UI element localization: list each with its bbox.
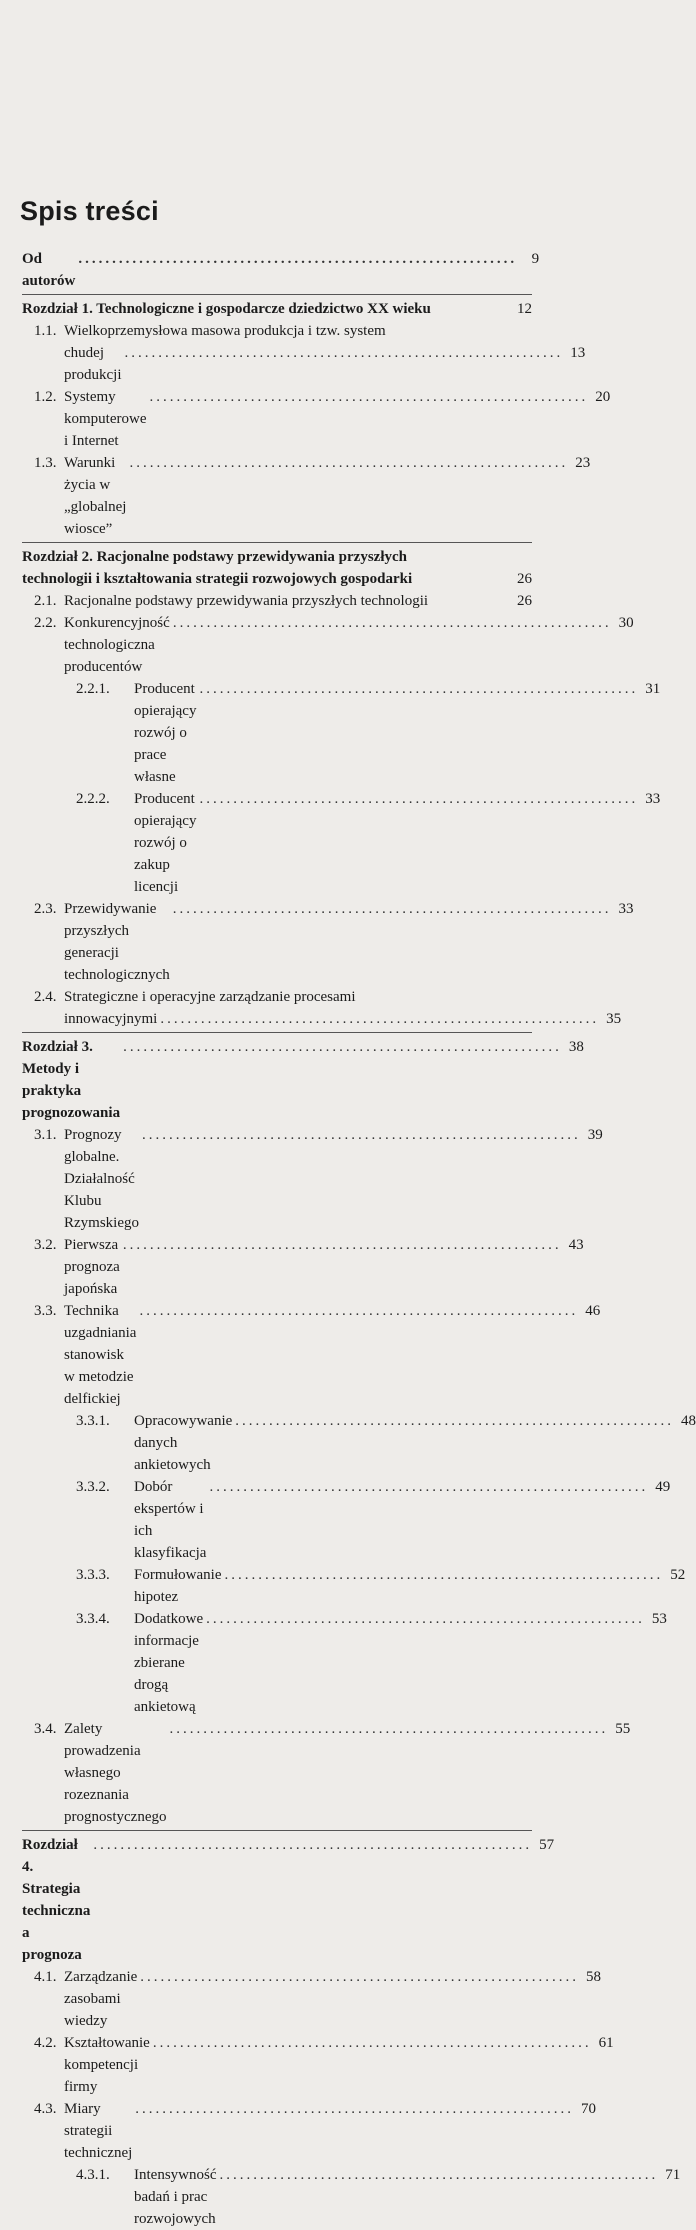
toc-title: Konkurencyjność technologiczna producentów <box>64 615 170 675</box>
leader-dots: ................................................................. <box>206 1611 645 1627</box>
toc-number: 3.1. <box>34 1127 57 1143</box>
toc-page-number: 33 <box>645 791 661 807</box>
toc-title: Pierwsza prognoza japońska <box>64 1237 120 1297</box>
leader-dots: ................................................................. <box>224 1567 664 1583</box>
toc-entry-1-3 <box>22 452 591 540</box>
toc-number: 3.3.1. <box>76 1413 110 1429</box>
toc-page-number: 61 <box>598 2035 614 2051</box>
leader-dots: ................................................................. <box>140 1969 580 1985</box>
toc-title-continued: technologii i kształtowania strategii rozwojowych gospodarki <box>22 571 413 587</box>
toc-title: Technika uzgadniania stanowisk w metodzie delfickiej <box>64 1303 137 1407</box>
leader-dots: ................................................................. <box>199 681 639 697</box>
leader-dots: ................................................................. <box>172 615 612 631</box>
toc-number: 4.2. <box>34 2035 57 2051</box>
toc-number: 3.3. <box>34 1303 57 1319</box>
toc-page-number: 39 <box>587 1127 603 1143</box>
toc-page-number: 26 <box>517 593 532 609</box>
toc-entry-chapter-4 <box>22 1834 555 1966</box>
toc-page-number: 58 <box>586 1969 602 1985</box>
toc-number: 2.2.1. <box>76 681 110 697</box>
toc-title: Rozdział 4. Strategia techniczna a prognoza <box>22 1837 91 1963</box>
toc-title: Od autorów <box>22 251 76 289</box>
leader-dots: ................................................................. <box>129 455 569 471</box>
toc-entry-4-1 <box>22 1966 602 2032</box>
leader-dots: ................................................................. <box>209 1479 649 1495</box>
toc-number: 2.2.2. <box>76 791 110 807</box>
toc-page-number: 71 <box>665 2167 681 2183</box>
toc-entry-3-3-4 <box>22 1608 667 1718</box>
leader-dots: ................................................................. <box>124 345 564 361</box>
toc-number: 4.1. <box>34 1969 57 1985</box>
table-of-contents <box>22 248 696 2230</box>
divider <box>22 294 532 295</box>
toc-entry-3-4 <box>22 1718 631 1828</box>
toc-page-number: 55 <box>615 1721 631 1737</box>
toc-entry-2-1 <box>22 590 532 612</box>
toc-title: Systemy komputerowe i Internet <box>64 389 147 449</box>
toc-page-number: 35 <box>606 1011 622 1027</box>
toc-title: Prognozy globalne. Działalność Klubu Rzymskiego <box>64 1127 139 1231</box>
toc-entry-3-3 <box>22 1300 601 1410</box>
toc-title: Opracowywanie danych ankietowych <box>134 1413 233 1473</box>
leader-dots: ................................................................. <box>123 1039 562 1055</box>
toc-number: 1.3. <box>34 455 57 471</box>
leader-dots: ................................................................. <box>169 1721 609 1737</box>
toc-number: 2.2. <box>34 615 57 631</box>
toc-title: Warunki życia w „globalnej wiosce” <box>64 455 127 537</box>
toc-title: Kształtowanie kompetencji firmy <box>64 2035 150 2095</box>
toc-number: 3.2. <box>34 1237 57 1253</box>
toc-entry-2-3 <box>22 898 634 986</box>
toc-number: 3.4. <box>34 1721 57 1737</box>
toc-entry-chapter-3 <box>22 1036 584 1124</box>
leader-dots: ................................................................. <box>219 2167 659 2183</box>
leader-dots: ................................................................. <box>78 251 518 267</box>
toc-page-number: 12 <box>517 301 532 317</box>
divider <box>22 1830 532 1831</box>
toc-page-number: 9 <box>531 251 540 267</box>
toc-page-number: 43 <box>568 1237 584 1253</box>
toc-title: Racjonalne podstawy przewidywania przyszłych technologii <box>64 593 429 609</box>
toc-title: Formułowanie hipotez <box>134 1567 222 1605</box>
toc-entry-3-1 <box>22 1124 603 1234</box>
toc-entry-3-3-1 <box>22 1410 696 1476</box>
leader-dots: ................................................................. <box>235 1413 675 1429</box>
toc-title-continued: innowacyjnymi <box>64 1011 158 1027</box>
toc-entry-2-2 <box>22 612 634 678</box>
toc-title: Przewidywanie przyszłych generacji technologicznych <box>64 901 170 983</box>
leader-dots: ................................................................. <box>139 1303 579 1319</box>
leader-dots: ................................................................. <box>152 2035 592 2051</box>
leader-dots: ................................................................. <box>122 1237 562 1253</box>
toc-page-number: 38 <box>568 1039 584 1055</box>
toc-entry-4-3-1 <box>22 2164 681 2230</box>
toc-entry-2-4 <box>22 986 622 1030</box>
toc-entry-chapter-1 <box>22 298 532 320</box>
divider <box>22 1032 532 1033</box>
toc-number: 3.3.3. <box>76 1567 110 1583</box>
leader-dots: ................................................................. <box>149 389 589 405</box>
toc-number: 3.3.4. <box>76 1611 110 1627</box>
toc-page-number: 31 <box>645 681 661 697</box>
toc-page-number: 13 <box>570 345 586 361</box>
leader-dots: ................................................................. <box>199 791 639 807</box>
toc-page-number: 46 <box>585 1303 601 1319</box>
toc-entry-3-2 <box>22 1234 584 1300</box>
toc-entry-3-3-3 <box>22 1564 686 1608</box>
toc-title: Intensywność badań i prac rozwojowych <box>134 2167 217 2227</box>
toc-page-number: 23 <box>575 455 591 471</box>
toc-title: Rozdział 2. Racjonalne podstawy przewidywania przyszłych <box>22 549 407 565</box>
toc-title: Rozdział 1. Technologiczne i gospodarcze dziedzictwo XX wieku <box>22 301 431 317</box>
toc-title-continued: chudej produkcji <box>64 345 122 383</box>
toc-title: Miary strategii technicznej <box>64 2101 133 2161</box>
toc-page-number: 33 <box>618 901 634 917</box>
toc-entry-preface <box>22 248 540 292</box>
toc-entry-chapter-2 <box>22 546 532 590</box>
leader-dots: ................................................................. <box>135 2101 575 2117</box>
toc-page-number: 20 <box>595 389 611 405</box>
toc-number: 2.4. <box>34 989 57 1005</box>
leader-dots: ................................................................. <box>172 901 612 917</box>
toc-page-number: 26 <box>517 571 532 587</box>
toc-title: Rozdział 3. Metody i praktyka prognozowania <box>22 1039 121 1121</box>
toc-entry-2-2-1 <box>22 678 661 788</box>
toc-number: 1.2. <box>34 389 57 405</box>
toc-page-number: 53 <box>651 1611 667 1627</box>
toc-title: Strategiczne i operacyjne zarządzanie procesami <box>64 989 356 1005</box>
toc-number: 4.3. <box>34 2101 57 2117</box>
toc-page-number: 49 <box>655 1479 671 1495</box>
divider <box>22 542 532 543</box>
toc-page-number: 70 <box>581 2101 597 2117</box>
toc-title: Dobór ekspertów i ich klasyfikacja <box>134 1479 207 1561</box>
page-title: Spis treści <box>20 196 159 226</box>
toc-entry-4-3 <box>22 2098 597 2164</box>
toc-number: 2.3. <box>34 901 57 917</box>
toc-title: Zarządzanie zasobami wiedzy <box>64 1969 138 2029</box>
leader-dots: ................................................................. <box>93 1837 533 1853</box>
toc-entry-1-2 <box>22 386 611 452</box>
toc-title: Producent opierający rozwój o zakup licencji <box>134 791 197 895</box>
toc-number: 2.1. <box>34 593 57 609</box>
toc-page-number: 52 <box>670 1567 686 1583</box>
toc-entry-1-1 <box>22 320 586 386</box>
toc-title: Zalety prowadzenia własnego rozeznania prognostycznego <box>64 1721 167 1825</box>
leader-dots: ................................................................. <box>160 1011 600 1027</box>
toc-title: Producent opierający rozwój o prace własne <box>134 681 197 785</box>
toc-entry-4-2 <box>22 2032 614 2098</box>
toc-entry-3-3-2 <box>22 1476 671 1564</box>
toc-entry-2-2-2 <box>22 788 661 898</box>
toc-number: 3.3.2. <box>76 1479 110 1495</box>
toc-page-number: 30 <box>618 615 634 631</box>
toc-page-number: 57 <box>539 1837 555 1853</box>
toc-number: 1.1. <box>34 323 57 339</box>
toc-title: Dodatkowe informacje zbierane drogą ankietową <box>134 1611 204 1715</box>
toc-page-number: 48 <box>681 1413 696 1429</box>
toc-title: Wielkoprzemysłowa masowa produkcja i tzw. system <box>64 323 386 339</box>
leader-dots: ................................................................. <box>142 1127 581 1143</box>
toc-number: 4.3.1. <box>76 2167 110 2183</box>
